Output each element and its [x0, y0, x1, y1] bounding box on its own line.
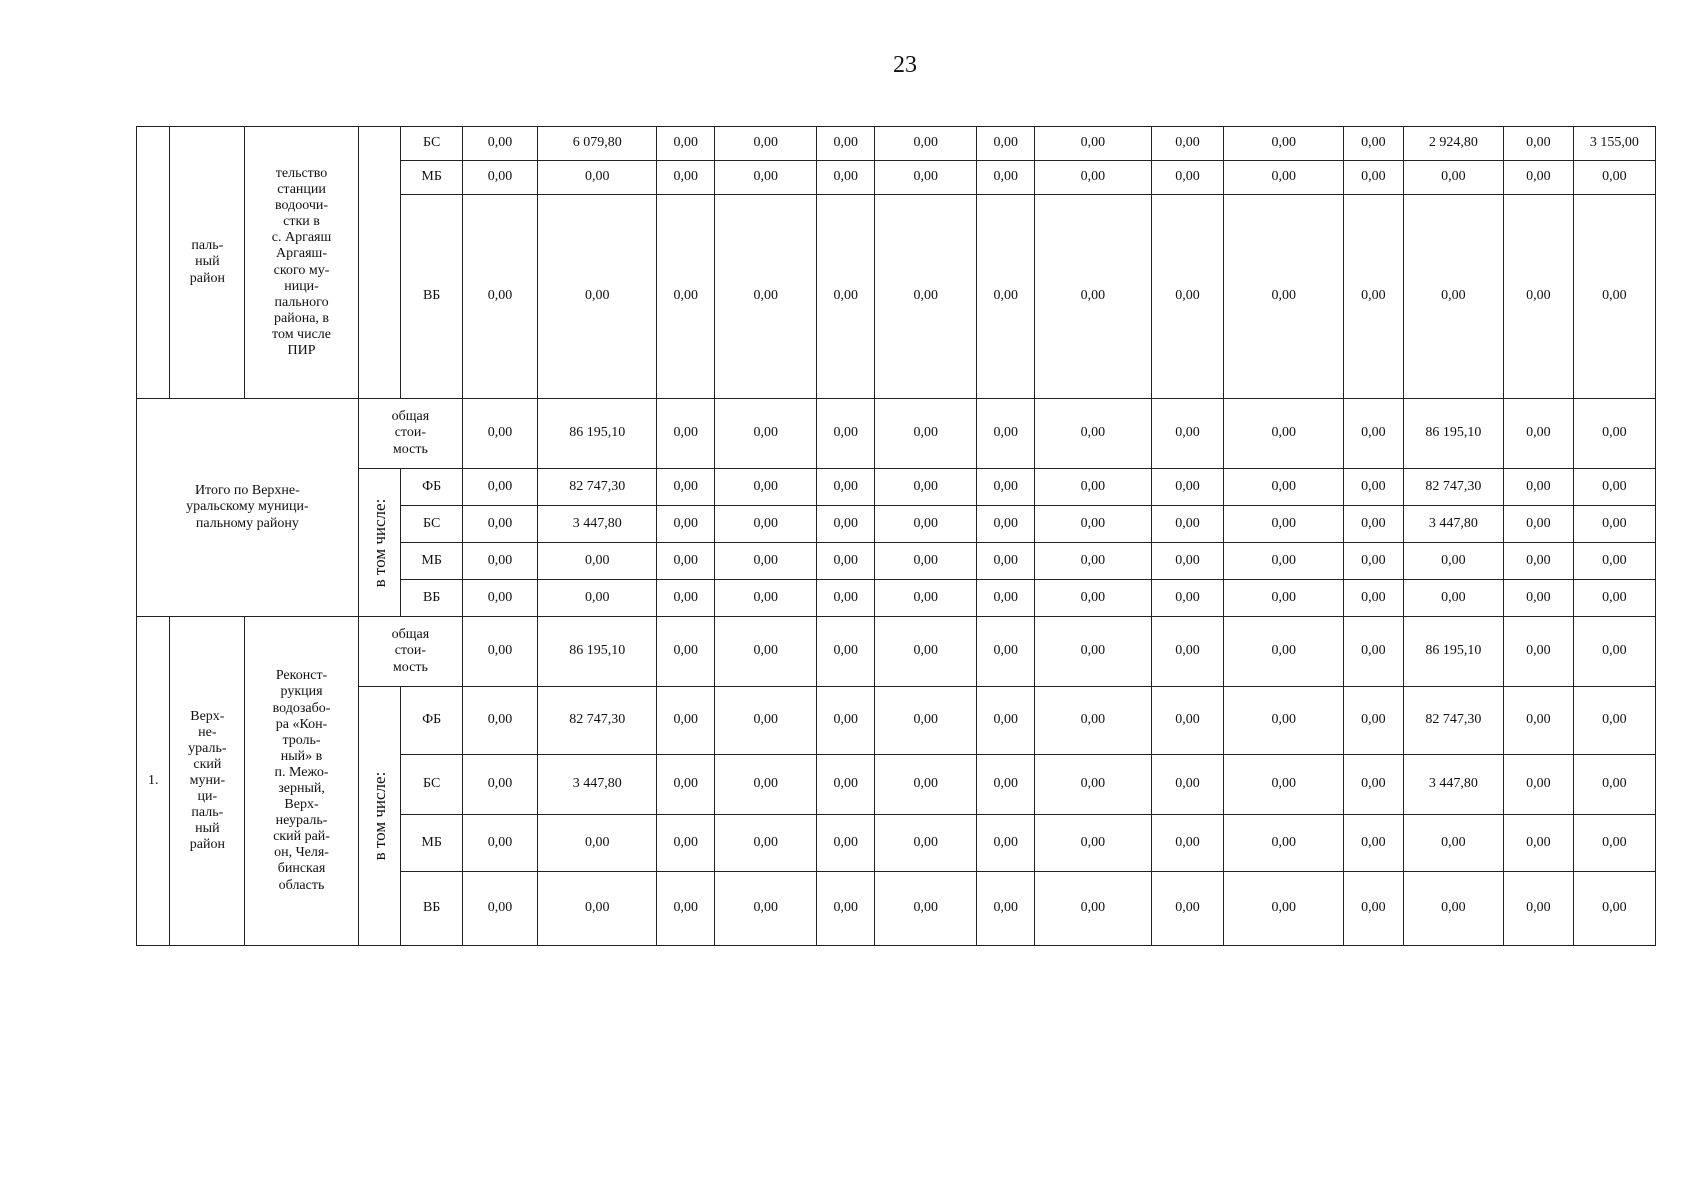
value-cell: 0,00	[1224, 617, 1343, 687]
value-cell: 0,00	[1151, 580, 1224, 617]
value-cell: 0,00	[1573, 872, 1655, 946]
value-cell: 0,00	[1573, 506, 1655, 543]
value-cell: 0,00	[537, 815, 656, 872]
value-cell: 0,00	[657, 195, 715, 399]
value-cell: 0,00	[1573, 815, 1655, 872]
value-cell: 0,00	[875, 815, 977, 872]
value-cell: 0,00	[1573, 580, 1655, 617]
value-cell: 0,00	[1343, 815, 1403, 872]
value-cell: 0,00	[463, 127, 538, 161]
value-cell: 0,00	[1503, 469, 1573, 506]
value-cell: 0,00	[537, 195, 656, 399]
value-cell: 0,00	[715, 872, 817, 946]
value-cell: 0,00	[657, 399, 715, 469]
value-cell: 0,00	[1343, 195, 1403, 399]
value-cell: 0,00	[1503, 755, 1573, 815]
value-cell: 0,00	[715, 580, 817, 617]
value-cell: 0,00	[1573, 755, 1655, 815]
value-cell: 0,00	[875, 580, 977, 617]
value-cell: 3 447,80	[1403, 755, 1503, 815]
sub-label: в том числе:	[369, 771, 389, 861]
value-cell: 0,00	[1035, 872, 1151, 946]
sub-label-cell	[358, 469, 401, 617]
value-cell: 3 447,80	[1403, 506, 1503, 543]
value-cell: 0,00	[1224, 687, 1343, 755]
value-cell: 0,00	[657, 687, 715, 755]
value-cell: 0,00	[1035, 815, 1151, 872]
value-cell: 86 195,10	[537, 617, 656, 687]
value-cell: 0,00	[1151, 161, 1224, 195]
funding-source: БС	[401, 755, 463, 815]
funding-source: ВБ	[401, 195, 463, 399]
value-cell: 0,00	[715, 127, 817, 161]
value-cell: 0,00	[1035, 755, 1151, 815]
value-cell: 0,00	[1403, 161, 1503, 195]
value-cell: 0,00	[1035, 399, 1151, 469]
sub-label: в том числе:	[369, 498, 389, 587]
value-cell: 0,00	[977, 195, 1035, 399]
value-cell: 0,00	[1403, 195, 1503, 399]
value-cell: 0,00	[1151, 469, 1224, 506]
value-cell: 0,00	[1151, 195, 1224, 399]
value-cell: 0,00	[1503, 617, 1573, 687]
value-cell: 82 747,30	[537, 687, 656, 755]
value-cell: 0,00	[977, 815, 1035, 872]
value-cell: 0,00	[657, 580, 715, 617]
value-cell: 0,00	[1224, 127, 1343, 161]
table-row	[137, 617, 1656, 687]
value-cell: 0,00	[1224, 469, 1343, 506]
value-cell: 0,00	[875, 687, 977, 755]
value-cell: 0,00	[875, 617, 977, 687]
value-cell: 0,00	[875, 469, 977, 506]
value-cell: 0,00	[1403, 815, 1503, 872]
value-cell: 0,00	[657, 872, 715, 946]
value-cell: 0,00	[1035, 543, 1151, 580]
value-cell: 0,00	[1224, 755, 1343, 815]
value-cell: 86 195,10	[537, 399, 656, 469]
value-cell: 0,00	[1343, 617, 1403, 687]
value-cell: 0,00	[1403, 872, 1503, 946]
value-cell: 0,00	[463, 161, 538, 195]
value-cell: 0,00	[1343, 127, 1403, 161]
value-cell: 0,00	[1503, 195, 1573, 399]
row-number	[137, 127, 170, 399]
value-cell: 0,00	[1151, 543, 1224, 580]
value-cell: 0,00	[875, 506, 977, 543]
budget-table	[136, 126, 1656, 946]
value-cell: 0,00	[1151, 617, 1224, 687]
cost-kind: общая стои- мость	[358, 399, 462, 469]
value-cell: 6 079,80	[537, 127, 656, 161]
value-cell: 0,00	[1224, 815, 1343, 872]
district-cell: Верх- не- ураль- ский муни- ци- паль- ный район	[170, 617, 245, 946]
value-cell: 0,00	[1503, 872, 1573, 946]
value-cell: 0,00	[875, 543, 977, 580]
value-cell: 0,00	[715, 755, 817, 815]
value-cell: 0,00	[817, 543, 875, 580]
sub-label-cell	[358, 687, 401, 946]
value-cell: 0,00	[817, 815, 875, 872]
value-cell: 0,00	[1035, 687, 1151, 755]
value-cell: 0,00	[1403, 580, 1503, 617]
value-cell: 86 195,10	[1403, 399, 1503, 469]
funding-source: МБ	[401, 815, 463, 872]
value-cell: 0,00	[1035, 617, 1151, 687]
value-cell: 3 447,80	[537, 506, 656, 543]
value-cell: 0,00	[657, 469, 715, 506]
value-cell: 0,00	[463, 755, 538, 815]
funding-source: БС	[401, 506, 463, 543]
value-cell: 0,00	[1503, 161, 1573, 195]
value-cell: 0,00	[1503, 399, 1573, 469]
value-cell: 0,00	[875, 872, 977, 946]
table-row	[137, 469, 1656, 506]
value-cell: 0,00	[657, 617, 715, 687]
value-cell: 0,00	[657, 755, 715, 815]
value-cell: 0,00	[875, 161, 977, 195]
value-cell: 0,00	[1573, 687, 1655, 755]
value-cell: 0,00	[817, 872, 875, 946]
value-cell: 0,00	[1035, 469, 1151, 506]
value-cell: 0,00	[1151, 399, 1224, 469]
value-cell: 0,00	[657, 161, 715, 195]
value-cell: 86 195,10	[1403, 617, 1503, 687]
value-cell: 0,00	[1503, 543, 1573, 580]
value-cell: 0,00	[1503, 687, 1573, 755]
value-cell: 0,00	[1224, 161, 1343, 195]
funding-source: МБ	[401, 543, 463, 580]
value-cell: 0,00	[463, 195, 538, 399]
value-cell: 0,00	[657, 127, 715, 161]
value-cell: 0,00	[1151, 506, 1224, 543]
value-cell: 0,00	[977, 755, 1035, 815]
value-cell: 0,00	[1573, 543, 1655, 580]
value-cell: 0,00	[875, 399, 977, 469]
funding-source: ФБ	[401, 469, 463, 506]
value-cell: 0,00	[463, 543, 538, 580]
value-cell: 0,00	[537, 872, 656, 946]
value-cell: 0,00	[1503, 815, 1573, 872]
value-cell: 0,00	[715, 687, 817, 755]
value-cell: 0,00	[537, 161, 656, 195]
value-cell: 0,00	[463, 399, 538, 469]
value-cell: 0,00	[463, 687, 538, 755]
value-cell: 0,00	[463, 506, 538, 543]
value-cell: 0,00	[1151, 127, 1224, 161]
value-cell: 0,00	[1224, 506, 1343, 543]
value-cell: 0,00	[977, 617, 1035, 687]
value-cell: 0,00	[1503, 506, 1573, 543]
value-cell: 0,00	[657, 543, 715, 580]
value-cell: 0,00	[817, 161, 875, 195]
value-cell: 2 924,80	[1403, 127, 1503, 161]
value-cell: 0,00	[817, 755, 875, 815]
value-cell: 0,00	[463, 815, 538, 872]
value-cell: 0,00	[1503, 580, 1573, 617]
value-cell: 0,00	[1343, 872, 1403, 946]
value-cell: 0,00	[977, 127, 1035, 161]
value-cell: 0,00	[1035, 195, 1151, 399]
value-cell: 0,00	[875, 755, 977, 815]
table-row	[137, 687, 1656, 755]
value-cell: 0,00	[817, 469, 875, 506]
value-cell: 0,00	[1573, 195, 1655, 399]
value-cell: 0,00	[875, 127, 977, 161]
value-cell: 0,00	[817, 506, 875, 543]
value-cell: 0,00	[1573, 161, 1655, 195]
value-cell: 0,00	[1224, 872, 1343, 946]
value-cell: 0,00	[1573, 469, 1655, 506]
value-cell: 3 447,80	[537, 755, 656, 815]
table-row	[137, 399, 1656, 469]
value-cell: 0,00	[1224, 195, 1343, 399]
value-cell: 0,00	[1151, 815, 1224, 872]
value-cell: 0,00	[977, 506, 1035, 543]
value-cell: 0,00	[1035, 506, 1151, 543]
value-cell: 0,00	[1343, 687, 1403, 755]
value-cell: 0,00	[715, 543, 817, 580]
total-label: Итого по Верхне- уральскому муници- пальному району	[137, 399, 359, 617]
sub-label-cell	[358, 127, 401, 399]
value-cell: 0,00	[1224, 580, 1343, 617]
page-number: 23	[893, 52, 917, 78]
value-cell: 0,00	[715, 815, 817, 872]
row-number: 1.	[137, 617, 170, 946]
funding-source: МБ	[401, 161, 463, 195]
object-cell: тельство станции водоочи- стки в с. Аргаяш Аргаяш- ского му- ници- пального района, в том числе ПИР	[245, 127, 358, 399]
value-cell: 0,00	[715, 617, 817, 687]
value-cell: 0,00	[715, 469, 817, 506]
value-cell: 0,00	[1573, 399, 1655, 469]
value-cell: 0,00	[715, 195, 817, 399]
value-cell: 0,00	[817, 399, 875, 469]
funding-source: ВБ	[401, 872, 463, 946]
value-cell: 0,00	[657, 815, 715, 872]
value-cell: 0,00	[1151, 687, 1224, 755]
funding-source: БС	[401, 127, 463, 161]
value-cell: 3 155,00	[1573, 127, 1655, 161]
value-cell: 0,00	[817, 617, 875, 687]
value-cell: 0,00	[817, 127, 875, 161]
value-cell: 0,00	[1343, 399, 1403, 469]
value-cell: 0,00	[1503, 127, 1573, 161]
value-cell: 0,00	[977, 469, 1035, 506]
funding-source: ФБ	[401, 687, 463, 755]
value-cell: 0,00	[1224, 399, 1343, 469]
value-cell: 0,00	[977, 399, 1035, 469]
value-cell: 0,00	[1343, 469, 1403, 506]
value-cell: 82 747,30	[1403, 469, 1503, 506]
value-cell: 0,00	[977, 543, 1035, 580]
value-cell: 0,00	[715, 506, 817, 543]
value-cell: 0,00	[1343, 506, 1403, 543]
value-cell: 0,00	[657, 506, 715, 543]
value-cell: 0,00	[1035, 580, 1151, 617]
value-cell: 0,00	[977, 580, 1035, 617]
value-cell: 0,00	[1343, 580, 1403, 617]
value-cell: 0,00	[463, 872, 538, 946]
value-cell: 0,00	[977, 161, 1035, 195]
district-cell: паль- ный район	[170, 127, 245, 399]
funding-source: ВБ	[401, 580, 463, 617]
cost-kind: общая стои- мость	[358, 617, 462, 687]
value-cell: 0,00	[977, 687, 1035, 755]
value-cell: 0,00	[1224, 543, 1343, 580]
value-cell: 0,00	[1573, 617, 1655, 687]
value-cell: 0,00	[715, 161, 817, 195]
value-cell: 0,00	[875, 195, 977, 399]
value-cell: 0,00	[977, 872, 1035, 946]
table-row	[137, 127, 1656, 161]
value-cell: 0,00	[817, 580, 875, 617]
value-cell: 0,00	[537, 543, 656, 580]
value-cell: 0,00	[1343, 755, 1403, 815]
value-cell: 0,00	[817, 195, 875, 399]
object-cell: Реконст- рукция водозабо- ра «Кон- троль- ный» в п. Межо- зерный, Верх- неураль- ский рай- он, Челя- бинская область	[245, 617, 358, 946]
value-cell: 82 747,30	[537, 469, 656, 506]
value-cell: 0,00	[463, 469, 538, 506]
value-cell: 0,00	[1035, 127, 1151, 161]
value-cell: 0,00	[1343, 161, 1403, 195]
value-cell: 0,00	[1151, 755, 1224, 815]
value-cell: 0,00	[1035, 161, 1151, 195]
value-cell: 0,00	[1151, 872, 1224, 946]
value-cell: 0,00	[715, 399, 817, 469]
value-cell: 0,00	[463, 580, 538, 617]
value-cell: 0,00	[463, 617, 538, 687]
value-cell: 0,00	[1403, 543, 1503, 580]
value-cell: 0,00	[537, 580, 656, 617]
value-cell: 0,00	[1343, 543, 1403, 580]
value-cell: 0,00	[817, 687, 875, 755]
value-cell: 82 747,30	[1403, 687, 1503, 755]
